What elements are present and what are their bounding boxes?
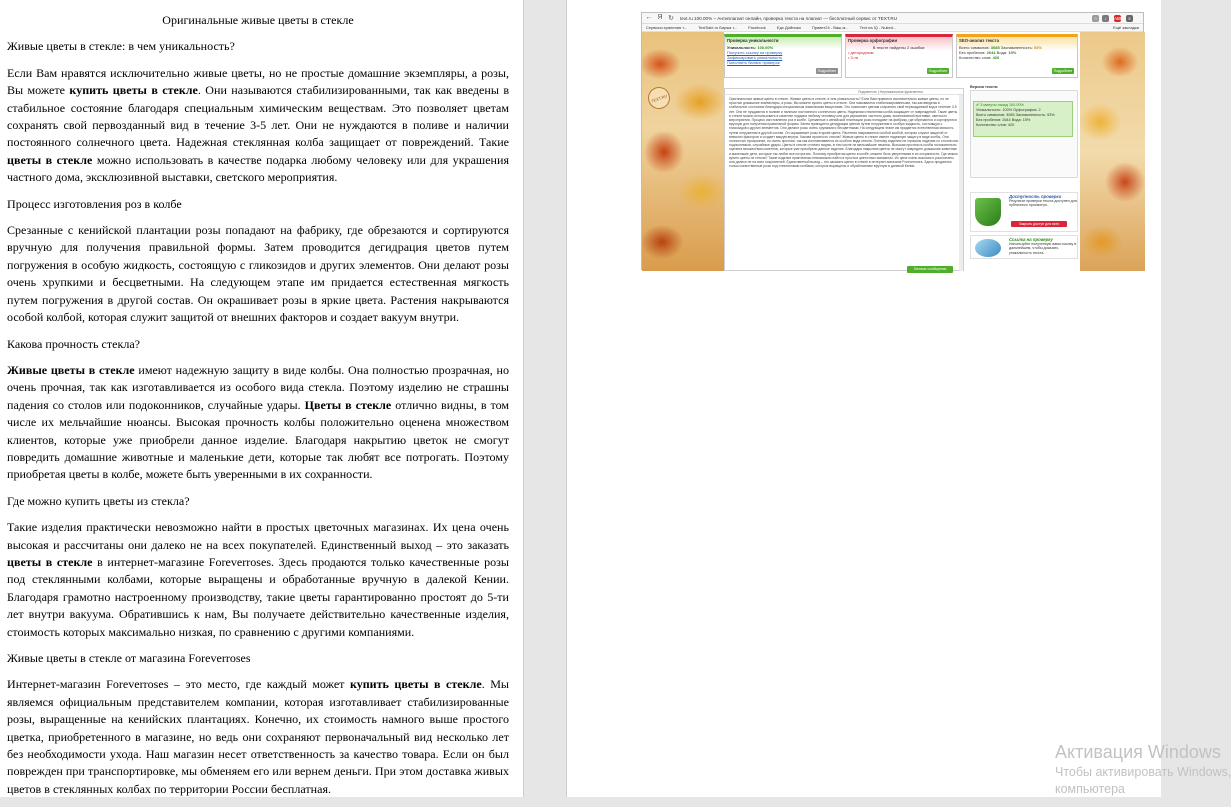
bold-keyword: Живые цветы в стекле [7, 362, 135, 377]
close-access-button: Закрыть доступ для всех [1011, 221, 1067, 227]
section-heading: Живые цветы в стекле: в чем уникальность? [7, 39, 235, 54]
document-page-left [0, 0, 524, 797]
seo-value: 2644 [986, 50, 996, 55]
uniqueness-panel [724, 34, 842, 78]
yandex-logo-icon: Я [657, 14, 663, 21]
section-paragraph [7, 676, 509, 798]
seo-value: 420 [992, 55, 1000, 60]
browser-toolbar [642, 13, 1143, 24]
document-body [7, 12, 509, 807]
section-heading: Процесс изготовления роз в колбе [7, 196, 182, 211]
text-run: в интернет-магазине Foreverroses. Здесь продаются только качественные розы под стеклянными колбами, которые выращены и обработанные вручную в далекой Кении. Благодаря грамотно настроенному производству, такие цветы гарантированно простоят до 5-ти лет внутри вакуума. Обратившись к нам, Вы получаете действительно качественные изделия, стоимость которых максимально низкая, по сравнению с другими компаниями. [7, 554, 510, 639]
spelling-error: • детородным [848, 50, 874, 55]
watermark-title: Активация Windows [1055, 742, 1221, 762]
spelling-details-button: Подробнее [928, 69, 948, 73]
back-arrow-icon: ← [645, 14, 653, 21]
section-paragraph [7, 519, 509, 641]
autumn-leaves-right [1080, 32, 1145, 271]
seo-label: Вода: [996, 50, 1008, 55]
reload-icon: ↻ [668, 15, 674, 22]
textru-site [724, 32, 1080, 271]
seo-value: 3085 [990, 45, 1000, 50]
bookmark-item: Едх Дойника [776, 25, 801, 30]
version-time: ✔ 3 минуты назад 100.00% [976, 103, 1024, 107]
section-heading: Живые цветы в стекле от магазина Foreverroses [7, 651, 251, 665]
bookmark-item: Text на IQ - Nuked... [859, 25, 897, 30]
section-paragraph [7, 362, 509, 484]
autumn-leaves-left [642, 32, 724, 271]
bold-keyword: купить цветы в стекле [69, 83, 198, 98]
spelling-error: • 3-ти [848, 55, 859, 60]
bold-keyword: цветы в стекле [7, 554, 93, 569]
text-run: Если Вам нравятся исключительно живые цветы, но не простые домашние экземпляры, а розы, Вы можете [7, 65, 509, 98]
access-promo-desc: Результат проверки текста доступен для публичного просмотра. [1009, 199, 1077, 208]
download-icon: ↓ [1102, 15, 1109, 22]
bookmark-star-icon: ☆ [1093, 16, 1098, 21]
seo-details-button: Подробнее [1053, 69, 1073, 73]
address-bar: text.ru 100.00% – Антиплагиат онлайн, проверка текста на плагиат — бесплатный сервис от TEXT.RU [680, 16, 898, 21]
section-paragraph [7, 222, 509, 326]
section-2 [7, 196, 509, 327]
link-promo-text [1009, 238, 1077, 255]
text-run: имеют надежную защиту в виде колбы. Она полностью прозрачная, но очень прочная, так как изготавливается из особого вида стекла. Поэтому изделию не страшны падения со столов или подоконников, случайные удары. [7, 362, 509, 412]
section-heading: Какова прочность стекла? [7, 336, 141, 351]
document-title: Оригинальные живые цветы в стекле [162, 13, 354, 27]
windows-activation-watermark [1055, 740, 1231, 798]
menu-icon: ≡ [1126, 15, 1133, 22]
seo-label: Количество слов: [959, 55, 992, 60]
page-gutter [525, 0, 566, 797]
textru-stamp: TEXT.RU [645, 84, 673, 112]
bookmark-item: Сервисы хранения т... [646, 25, 688, 30]
seo-label: Без пробелов: [959, 50, 986, 55]
seo-label: Заспамленность: [1000, 45, 1033, 50]
seo-label: Всего символов: [959, 45, 990, 50]
seo-row [959, 55, 1075, 60]
section-heading: Где можно купить цветы из стекла? [7, 493, 190, 508]
bookmarks-bar [642, 24, 1143, 32]
seo-panel [956, 34, 1078, 78]
spelling-summary: В тексте найдены 2 ошибки: [872, 45, 926, 50]
access-promo-title: Доступность проверки [1009, 194, 1062, 199]
spelling-title: Проверка орфографии [848, 38, 898, 43]
spelling-panel [845, 34, 953, 78]
version-row: Всего символов: 3085 Заспамленность: 53% [976, 113, 1055, 117]
top-up-link: Пополнить баланс проверок [727, 60, 780, 65]
text-run: Такие изделия практически невозможно найти в простых цветочных магазинах. Их цена очень высокая и рассчитаны они далеко не на всех покупателей. Единственный выход – это заказать [7, 520, 509, 552]
uniqueness-label: Уникальность: [727, 45, 757, 50]
embedded-screenshot [641, 12, 1144, 270]
text-editor [724, 88, 964, 271]
access-promo-text [1009, 195, 1077, 208]
bold-keyword: Цветы в стекле [304, 397, 392, 412]
bookmark-item: Привет24 - Ваш м... [811, 25, 849, 30]
bookmark-item: TextSale.ru Биржа т... [698, 25, 738, 30]
uniqueness-title: Проверка уникальности [727, 38, 779, 43]
version-result [973, 101, 1073, 137]
adblock-icon: ABP [1114, 16, 1124, 21]
section-3 [7, 336, 509, 484]
editor-scrollbar [959, 95, 963, 271]
link-promo-desc: Используйте полученную вами ссылку в дальнейшем, чтобы доказать уникальность текста. [1009, 242, 1077, 255]
text-run: можно использовать в качестве подарка любому человеку или для украшения частного дома, эксклюзивной выставки, светского мероприятия. [7, 152, 509, 185]
bold-keyword: цветы в стекле [7, 152, 93, 167]
versions-sidebar [970, 84, 1078, 271]
section-1 [7, 38, 509, 186]
editor-tabs: Подсветить | Неуникальные фрагменты [725, 89, 963, 95]
watermark-line: Чтобы активировать Windows, [1055, 765, 1231, 779]
more-bookmarks: Ещё закладки [1112, 25, 1139, 30]
bookmark-item: Facebook [748, 25, 766, 30]
text-run: . Мы являемся официальным представителем компании, которая изготавливает стабилизированные розы, выращенные на кенийских плантациях. Конечно, их стоимость намного выше простого цветка, приобретенного в магазине, но ведь они сохраняют первоначальный вид несколько лет без необходимости ухода. Наш магазин несет ответственность за качество товара. Если он был поврежден при транспортировке, мы обменяем его или вернем деньги. При этом доставка живых цветов в стеклянных колбах по территории России бесплатная. [7, 677, 510, 796]
text-run: Срезанные с кенийской плантации розы попадают на фабрику, где обрезаются и сортируются вручную для получения правильной формы. Затем проводится дегидрация цветов путем погружения в особую жидкость, состоящую с гликозидов и других элементов. Они делают розы очень хрупкими и бесцветными. На следующем этапе им придается естественная мягкость путем погружения в другой состав. Он окрашивает розы в яркие цвета. Растения накрываются особой колбой, которая служит защитой от внешних факторов и создает вакуум внутри. [7, 223, 509, 325]
get-link-link: Получить ссылку на проверку [727, 50, 783, 55]
text-run: . Они называются стабилизированными, так как введены в стабильное состояние благодаря специальным химическим веществам. Это позволяет цветам сохранять свой первозданный вид в течение 3-5 лет. Они не нуждаются в поливе и наличии постоянного солнечного цвета. Надежная стеклянная колба защищает от повреждений. Такие [7, 83, 510, 150]
section-5 [7, 650, 509, 798]
version-row: Без пробелов: 2644 Вода: 15% [976, 118, 1031, 122]
version-row: Количество слов: 420 [976, 123, 1015, 127]
section-4 [7, 493, 509, 641]
link-globe-icon [975, 239, 1001, 257]
text-run: Интернет-магазин Foreverroses – это место, где каждый может [7, 677, 350, 692]
versions-box [970, 90, 1078, 178]
bold-keyword: купить цветы в стекле [349, 677, 482, 692]
text-run: отлично видны, в том числе их мельчайшие нюансы. Высокая прочность колбы положительно оценена множеством клиентов, которые уже приобрели данное изделие. Благодаря накрытию цветок не смогут повредить домашние животные и маленькие дети, которые так любят все потрогать. Поэтому приобретая цветы в колбе, можете быть уверенными в их сохранности. [7, 397, 509, 482]
shield-check-icon [975, 198, 1001, 226]
section-paragraph [7, 65, 509, 187]
seo-value: 53% [1033, 45, 1042, 50]
uniqueness-details-button: Подробнее [817, 69, 837, 73]
fix-uniqueness-link: Зафиксировать уникальность [727, 55, 783, 60]
uniqueness-value: 100.00% [757, 45, 774, 50]
seo-value: 15% [1008, 50, 1017, 55]
messages-button: Личные сообщения [907, 266, 953, 273]
versions-heading: Версии текста: [970, 85, 999, 89]
version-row: Уникальность: 100% Орфография: 2 [976, 108, 1041, 112]
access-promo [970, 192, 1078, 232]
link-promo [970, 235, 1078, 259]
link-promo-title: Ссылка на проверку [1009, 237, 1053, 242]
seo-title: SEO-анализ текста [959, 38, 1000, 43]
editor-text: Оригинальные живые цветы в стекле. Живые цветы в стекле: в чем уникальность? Если Вам нравятся исключительно живые цветы, но не простые домашние экземпляры, а розы, Вы можете купить цветы в стекле. Они называются стабилизированными, так как введены в стабильное состояние благодаря специальным химическим веществам. Это позволяет цветам сохранять свой первозданный вид в течение 3-5 лет. Они не нуждаются в поливе и наличии постоянного солнечного цвета. Надежная стеклянная колба защищает от повреждений. Такие цветы в стекле можно использовать в качестве подарка любому человеку или для украшения частного дома, эксклюзивной выставки, светского мероприятия. Процесс изготовления роз в колбе. Срезанные с кенийской плантации розы попадают на фабрику, где обрезаются и сортируются вручную для получения правильной формы. Затем проводится дегидрация цветов путем погружения в особую жидкость, состоящую с гликозидов и других элементов. Они делают розы очень хрупкими и бесцветными. На следующем этапе им придается естественная мягкость путем погружения в другой состав. Он окрашивает розы в яркие цвета. Растения накрываются особой колбой, которая служит защитой от внешних факторов и создает вакуум внутри. Какова прочность стекла? Живые цветы в стекле имеют надежную защиту в виде колбы. Она полностью прозрачная, но очень прочная, так как изготавливается из особого вида стекла. Поэтому изделию не страшны падения со столов или подоконников, случайные удары. Цветы в стекле отлично видны, в том числе их мельчайшие нюансы. Высокая прочность колбы положительно оценена множеством клиентов, которые уже приобрели данное изделие. Благодаря накрытию цветок не смогут повредить домашние животные и маленькие дети, которые так любят все потрогать. Поэтому приобретая цветы в колбе, можете быть уверенными в их сохранности. Где можно купить цветы из стекла? Такие изделия практически невозможно найти в простых цветочных магазинах. Их цена очень высокая и рассчитаны они далеко не на всех покупателей. Единственный выход – это заказать цветы в стекле в интернет-магазине Foreverroses. Здесь продаются только качественные розы под стеклянными колбами, которые выращены и обработанные вручную в далекой Кении. [729, 97, 959, 169]
watermark-line: компьютера [1055, 782, 1125, 796]
document-page-right [566, 0, 1161, 797]
